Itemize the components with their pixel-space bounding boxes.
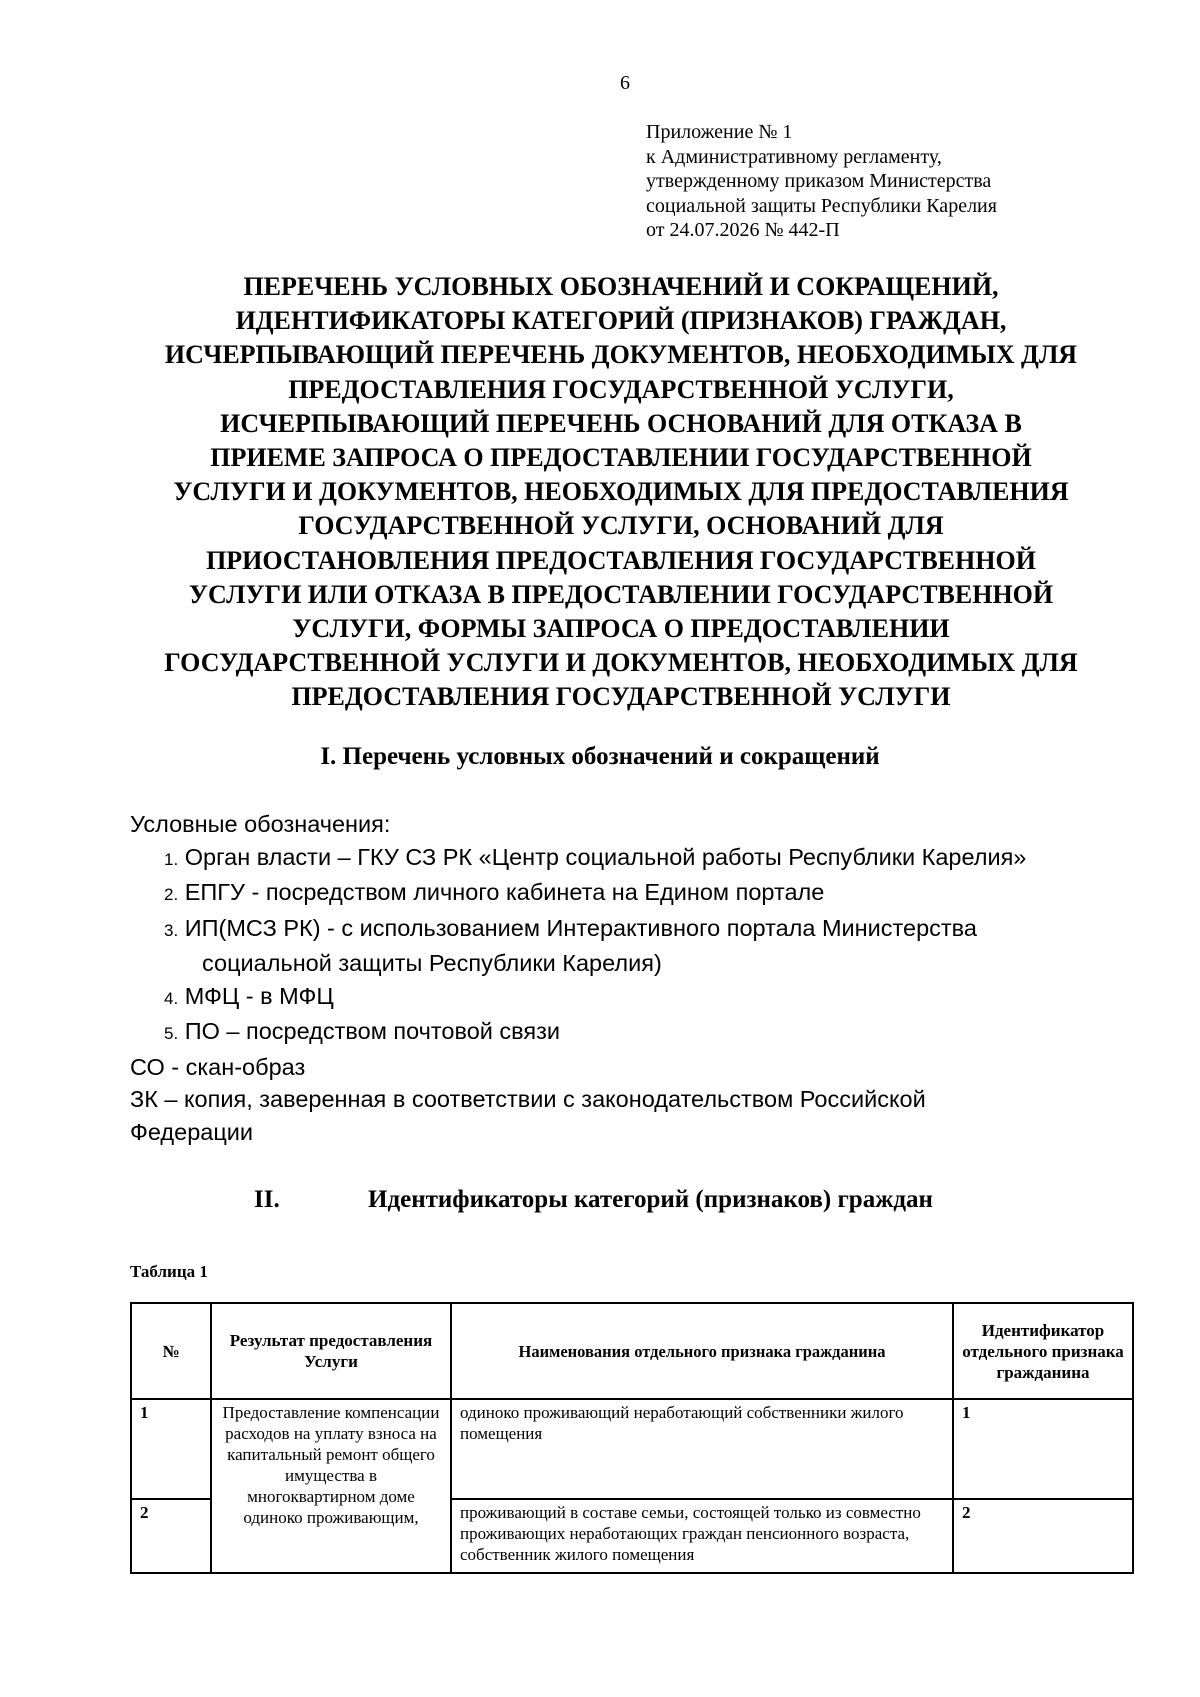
attribute-name-text: проживающий в составе семьи, состоящей только из совместно проживающих неработающих граждан пенсионного возраста, собственник жилого помещения — [460, 1503, 921, 1565]
legend-block — [130, 808, 1026, 1148]
title-line: ПРЕДОСТАВЛЕНИЯ ГОСУДАРСТВЕННОЙ УСЛУГИ, — [288, 374, 954, 404]
cell-row-number: 2 — [131, 1499, 211, 1573]
legend-item-text: МФЦ - в МФЦ — [184, 982, 334, 1009]
legend-item — [130, 876, 1026, 912]
document-title — [110, 270, 1132, 715]
table-caption: Таблица 1 — [130, 1262, 208, 1281]
title-line: УСЛУГИ, ФОРМЫ ЗАПРОСА О ПРЕДОСТАВЛЕНИИ — [292, 614, 950, 644]
appendix-line: от 24.07.2026 № 442-П — [646, 219, 840, 241]
legend-item — [130, 1015, 1026, 1051]
legend-label: Условные обозначения: — [130, 811, 391, 837]
legend-item-number: 3. — [164, 920, 179, 940]
title-line: УСЛУГИ И ДОКУМЕНТОВ, НЕОБХОДИМЫХ ДЛЯ ПРЕДОСТАВЛЕНИЯ — [173, 477, 1069, 507]
cell-identifier: 2 — [953, 1499, 1133, 1573]
abbreviation-zk-continuation: Федерации — [130, 1118, 254, 1145]
legend-item-number: 1. — [164, 849, 179, 869]
page-number: 6 — [620, 72, 630, 94]
appendix-line: утвержденному приказом Министерства — [646, 170, 992, 192]
section-2-heading: Идентификаторы категорий (признаков) граждан — [368, 1186, 933, 1213]
column-header-number: № — [131, 1303, 211, 1399]
legend-item — [130, 841, 1026, 877]
title-line: ПРИОСТАНОВЛЕНИЯ ПРЕДОСТАВЛЕНИЯ ГОСУДАРСТВЕННОЙ — [206, 545, 1036, 575]
cell-result — [211, 1399, 451, 1573]
title-line: УСЛУГИ ИЛИ ОТКАЗА В ПРЕДОСТАВЛЕНИИ ГОСУДАРСТВЕННОЙ — [188, 579, 1054, 609]
appendix-line: социальной защиты Республики Карелия — [646, 194, 997, 217]
legend-item — [130, 912, 1026, 948]
legend-item-text: ПО – посредством почтовой связи — [184, 1018, 561, 1044]
title-line: ИСЧЕРПЫВАЮЩИЙ ПЕРЕЧЕНЬ ОСНОВАНИЙ ДЛЯ ОТКАЗА В — [220, 408, 1022, 438]
table-row — [131, 1399, 1133, 1499]
abbreviation-so: СО - скан-образ — [130, 1053, 306, 1080]
cell-attribute-name: одиноко проживающий неработающий собственники жилого помещения — [451, 1399, 953, 1499]
legend-item-number: 4. — [164, 988, 179, 1008]
title-line: ПРЕДОСТАВЛЕНИЯ ГОСУДАРСТВЕННОЙ УСЛУГИ — [291, 682, 951, 712]
table-header-row — [131, 1303, 1133, 1399]
legend-item-continuation: социальной защиты Республики Карелия) — [202, 950, 662, 976]
abbreviation-zk: ЗК – копия, заверенная в соответствии с законодательством Российской — [130, 1086, 926, 1112]
identifiers-table — [130, 1302, 1134, 1574]
title-line: ИДЕНТИФИКАТОРЫ КАТЕГОРИЙ (ПРИЗНАКОВ) ГРАЖДАН, — [235, 306, 1007, 336]
cell-identifier: 1 — [953, 1399, 1133, 1499]
appendix-line: Приложение № 1 — [646, 121, 793, 143]
appendix-note — [646, 120, 997, 243]
title-line: ПЕРЕЧЕНЬ УСЛОВНЫХ ОБОЗНАЧЕНИЙ И СОКРАЩЕНИЙ, — [243, 272, 999, 301]
legend-item-number: 5. — [164, 1024, 179, 1043]
section-2-number: II. — [254, 1186, 280, 1213]
cell-attribute-name — [451, 1499, 953, 1573]
column-header-identifier: Идентификатор отдельного признака гражданина — [953, 1303, 1133, 1399]
legend-item-text: ИП(МСЗ РК) - с использованием Интерактивного портала Министерства — [184, 914, 977, 941]
appendix-line: к Административному регламенту, — [646, 145, 942, 168]
section-1-heading: I. Перечень условных обозначений и сокращений — [320, 743, 880, 770]
title-line: ИСЧЕРПЫВАЮЩИЙ ПЕРЕЧЕНЬ ДОКУМЕНТОВ, НЕОБХОДИМЫХ ДЛЯ — [164, 340, 1078, 370]
cell-row-number: 1 — [131, 1399, 211, 1499]
column-header-attribute-name: Наименования отдельного признака гражданина — [451, 1303, 953, 1399]
legend-item-text: Орган власти – ГКУ СЗ РК «Центр социальной работы Республики Карелия» — [184, 843, 1027, 870]
title-line: ГОСУДАРСТВЕННОЙ УСЛУГИ, ОСНОВАНИЙ ДЛЯ — [298, 511, 944, 541]
title-line: ПРИЕМЕ ЗАПРОСА О ПРЕДОСТАВЛЕНИИ ГОСУДАРСТВЕННОЙ — [210, 443, 1032, 473]
column-header-result: Результат предоставления Услуги — [211, 1303, 451, 1399]
result-text: Предоставление компенсации расходов на уплату взноса на капитальный ремонт общего имущества в многоквартирном доме одиноко проживающим, — [222, 1403, 440, 1527]
title-line: ГОСУДАРСТВЕННОЙ УСЛУГИ И ДОКУМЕНТОВ, НЕОБХОДИМЫХ ДЛЯ — [164, 648, 1078, 678]
legend-item-number: 2. — [164, 885, 179, 904]
legend-item-text: ЕПГУ - посредством личного кабинета на Едином портале — [184, 879, 825, 905]
legend-item — [130, 980, 1026, 1016]
